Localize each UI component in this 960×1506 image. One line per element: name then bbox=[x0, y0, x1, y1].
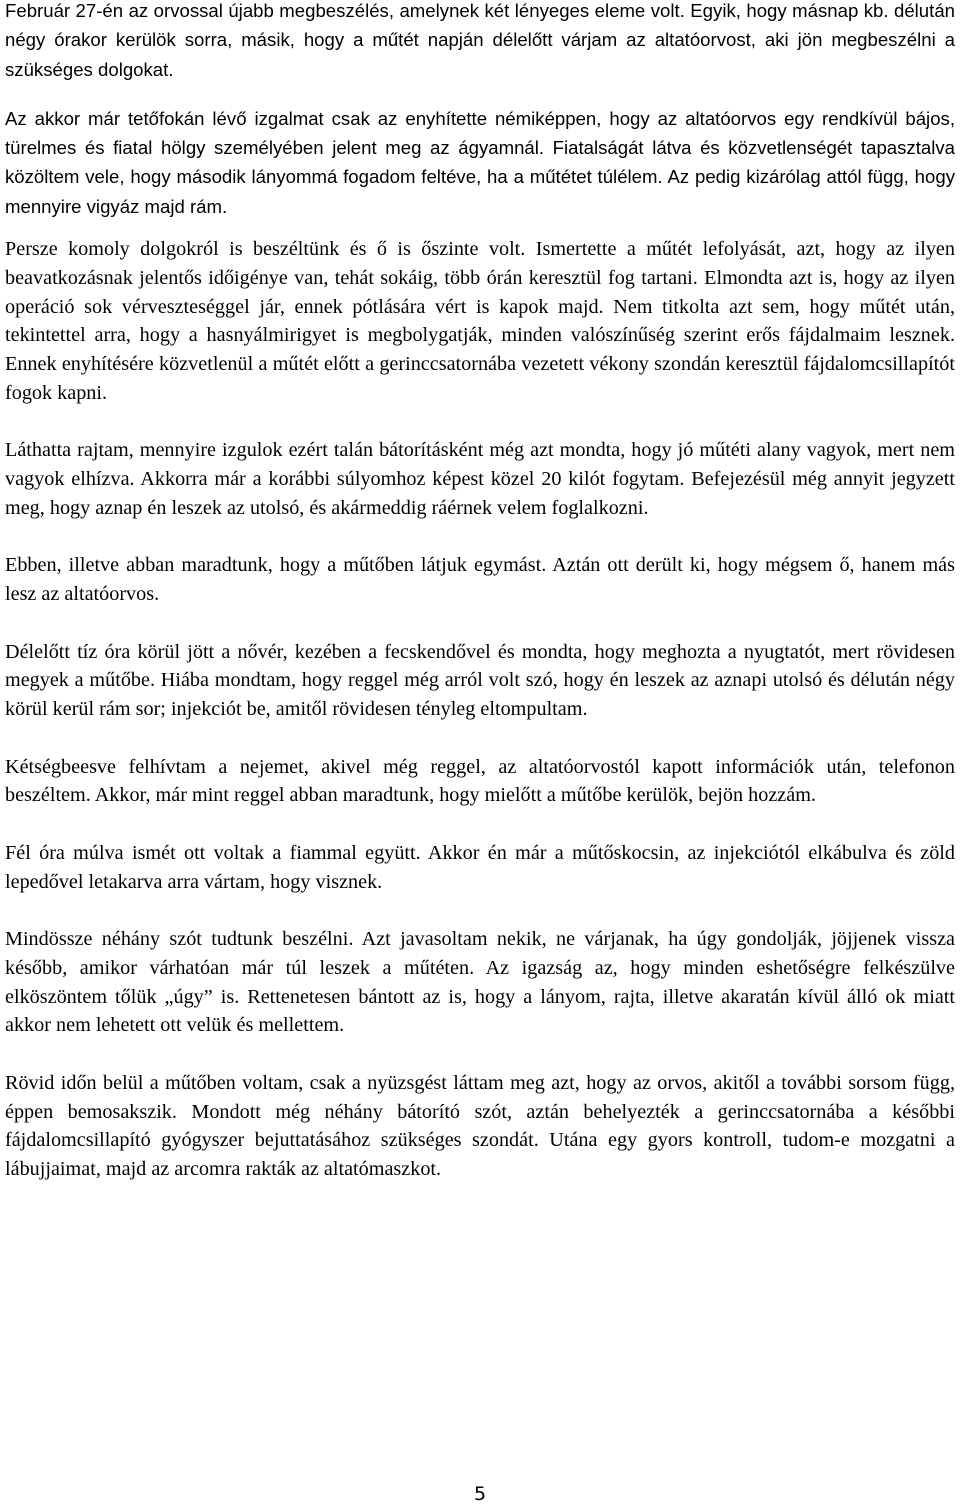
paragraph-4: Láthatta rajtam, mennyire izgulok ezért talán bátorításként még azt mondta, hogy jó műtéti alany vagyok, mert nem vagyok elhízva. Akkorra már a korábbi súlyomhoz képest közel 20 kilót fogytam. Befejezésül még annyit jegyzett meg, hogy aznap én leszek az utolsó, és akármeddig ráérnek velem foglalkozni. bbox=[5, 439, 955, 520]
paragraph-8: Fél óra múlva ismét ott voltak a fiammal együtt. Akkor én már a műtőskocsin, az injekciótól elkábulva és zöld lepedővel letakarva arra vártam, hogy visznek. bbox=[5, 841, 955, 893]
paragraph-10: Rövid időn belül a műtőben voltam, csak a nyüzsgést láttam meg azt, hogy az orvos, akitől a további sorsom függ, éppen bemosakszik. Mondott még néhány bátorító szót, aztán behelyezték a gerinccsatornába a későbbi fájdalomcsillapító gyógyszer bejuttatásához szükséges szondát. Utána egy gyors kontroll, tudom-e mozgatni a lábujjaimat, majd az arcomra rakták az altatómaszkot. bbox=[5, 1071, 955, 1181]
paragraph-5: Ebben, illetve abban maradtunk, hogy a műtőben látjuk egymást. Aztán ott derült ki, hogy mégsem ő, hanem más lesz az altatóorvos. bbox=[5, 554, 955, 606]
paragraph-3: Persze komoly dolgokról is beszéltünk és ő is őszinte volt. Ismertette a műtét lefolyását, azt, hogy az ilyen beavatkozásnak jelentős időigénye van, tehát sokáig, több órán keresztül fog tartani. Elmondta azt is, hogy az ilyen operáció sok vérveszteséggel jár, ennek pótlására vért is kapok majd. Nem titkolta azt sem, hogy műtét után, tekintettel arra, hogy a hasnyálmirigyet is megbolygatják, minden valószínűség szerint erős fájdalmaim lesznek. Ennek enyhítésére közvetlenül a műtét előtt a gerinccsatornába vezetett vékony szondán keresztül fájdalomcsillapítót fogok kapni. bbox=[5, 238, 955, 405]
paragraph-7: Kétségbeesve felhívtam a nejemet, akivel még reggel, az altatóorvostól kapott információk után, telefonon beszéltem. Akkor, már mint reggel abban maradtunk, hogy mielőtt a műtőbe kerülök, bejön hozzám. bbox=[5, 755, 955, 807]
page-number: 5 bbox=[473, 1483, 487, 1505]
paragraph-6: Délelőtt tíz óra körül jött a nővér, kezében a fecskendővel és mondta, hogy meghozta a nyugtatót, mert rövidesen megyek a műtőbe. Hiába mondtam, hogy reggel még arról volt szó, hogy én leszek az aznapi utolsó és délután négy körül kerül rám sor; injekciót be, amitől rövidesen tényleg eltompultam. bbox=[5, 640, 955, 721]
paragraph-1: Február 27-én az orvossal újabb megbeszélés, amelynek két lényeges eleme volt. Egyik, hogy másnap kb. délután négy órakor kerülök sorra, másik, hogy a műtét napján délelőtt várjam az altatóorvost, aki jön megbeszélni a szükséges dolgokat. bbox=[5, 0, 955, 80]
paragraph-2: Az akkor már tetőfokán lévő izgalmat csak az enyhítette némiképpen, hogy az altatóorvos egy rendkívül bájos, türelmes és fiatal hölgy személyében jelent meg az ágyamnál. Fiatalságát látva és közvetlenségét tapasztalva közöltem vele, hogy második lányommá fogadom feltéve, ha a műtétet túlélem. Az pedig kizárólag attól függ, hogy mennyire vigyáz majd rám. bbox=[5, 107, 955, 217]
paragraph-9: Mindössze néhány szót tudtunk beszélni. Azt javasoltam nekik, ne várjanak, ha úgy gondolják, jöjjenek vissza később, amikor várhatóan már túl leszek a műtéten. Az igazság az, hogy minden eshetőségre felkészülve elköszöntem tőlük „úgy” is. Rettenetesen bántott az is, hogy a lányom, rajta, illetve akaratán kívül álló ok miatt akkor nem lehetett ott velük és mellettem. bbox=[5, 927, 955, 1037]
document-page bbox=[5, 0, 955, 1213]
